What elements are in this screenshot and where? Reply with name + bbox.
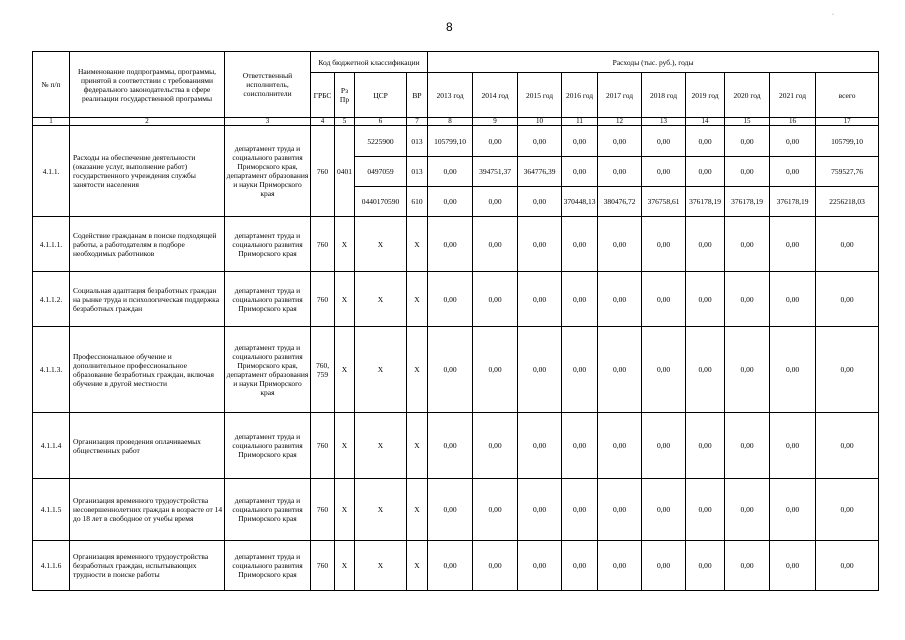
header-year: 2021 год	[770, 73, 816, 118]
row-vr: X	[407, 217, 428, 272]
value-cell-total: 0,00	[816, 413, 879, 479]
value-cell: 0,00	[686, 157, 725, 187]
header-year: 2020 год	[725, 73, 770, 118]
value-cell: 0,00	[562, 157, 598, 187]
header-rzpr: Рз Пр	[335, 73, 355, 118]
column-number: 12	[598, 118, 642, 126]
column-number: 17	[816, 118, 879, 126]
row-number: 4.1.1.1.	[33, 217, 70, 272]
value-cell: 0,00	[473, 187, 518, 217]
header-executor: Ответственный исполнитель, соисполнители	[225, 52, 311, 118]
row-executor: департамент труда и социального развития Приморского края	[225, 217, 311, 272]
value-cell: 0,00	[725, 272, 770, 327]
value-cell-total: 2256218,03	[816, 187, 879, 217]
value-cell: 0,00	[473, 272, 518, 327]
value-cell: 0,00	[725, 126, 770, 157]
value-cell: 0,00	[725, 479, 770, 541]
row-vr: X	[407, 272, 428, 327]
header-grbs: ГРБС	[311, 73, 335, 118]
row-csr: X	[355, 541, 407, 591]
value-cell: 0,00	[562, 479, 598, 541]
header-year: 2017 год	[598, 73, 642, 118]
row-csr: X	[355, 413, 407, 479]
row-number: 4.1.1.2.	[33, 272, 70, 327]
column-number: 15	[725, 118, 770, 126]
value-cell: 364776,39	[518, 157, 562, 187]
header-num: № п/п	[33, 52, 70, 118]
row-grbs: 760, 759	[311, 327, 335, 413]
value-cell: 0,00	[770, 413, 816, 479]
value-cell: 0,00	[686, 126, 725, 157]
value-cell: 0,00	[770, 541, 816, 591]
header-year: 2014 год	[473, 73, 518, 118]
row-vr: X	[407, 541, 428, 591]
value-cell: 0,00	[686, 413, 725, 479]
value-cell: 0,00	[562, 126, 598, 157]
value-cell: 0,00	[428, 479, 473, 541]
value-cell: 0,00	[473, 327, 518, 413]
row-rzpr: 0401	[335, 126, 355, 217]
row-rzpr: X	[335, 541, 355, 591]
value-cell: 0,00	[598, 327, 642, 413]
value-cell: 0,00	[725, 413, 770, 479]
value-cell: 0,00	[770, 157, 816, 187]
value-cell: 0,00	[642, 217, 686, 272]
value-cell: 0,00	[473, 217, 518, 272]
row-number: 4.1.1.5	[33, 479, 70, 541]
row-grbs: 760	[311, 272, 335, 327]
value-cell: 0,00	[598, 157, 642, 187]
column-number: 2	[70, 118, 225, 126]
column-number: 7	[407, 118, 428, 126]
value-cell: 0,00	[428, 217, 473, 272]
header-name: Наименование подпрограммы, программы, принятой в соответствии с требованиями федерального законодательства в сфере реализации государственной программы	[70, 52, 225, 118]
column-number: 8	[428, 118, 473, 126]
header-budget-code: Код бюджетной классификации	[311, 52, 428, 73]
row-vr: X	[407, 413, 428, 479]
column-number: 1	[33, 118, 70, 126]
value-cell: 0,00	[518, 272, 562, 327]
row-executor: департамент труда и социального развития Приморского края	[225, 479, 311, 541]
row-name: Профессиональное обучение и дополнительное профессиональное образование безработных граждан, включая обучение в другой местности	[70, 327, 225, 413]
value-cell: 0,00	[562, 541, 598, 591]
row-grbs: 760	[311, 413, 335, 479]
value-cell: 0,00	[770, 479, 816, 541]
row-executor: департамент труда и социального развития Приморского края	[225, 541, 311, 591]
value-cell: 380476,72	[598, 187, 642, 217]
header-year: 2016 год	[562, 73, 598, 118]
row-number: 4.1.1.	[33, 126, 70, 217]
value-cell: 0,00	[642, 413, 686, 479]
table-row	[33, 217, 879, 272]
value-cell: 0,00	[562, 272, 598, 327]
row-grbs: 760	[311, 479, 335, 541]
row-csr: X	[355, 272, 407, 327]
row-name: Расходы на обеспечение деятельности (оказание услуг, выполнение работ) государственного учреждения службы занятости населения	[70, 126, 225, 217]
value-cell: 0,00	[428, 413, 473, 479]
row-name: Содействие гражданам в поиске подходящей работы, а работодателям в подборе необходимых работников	[70, 217, 225, 272]
value-cell: 0,00	[473, 126, 518, 157]
value-cell: 0,00	[725, 217, 770, 272]
column-number: 11	[562, 118, 598, 126]
value-cell: 0,00	[562, 413, 598, 479]
value-cell: 0,00	[518, 327, 562, 413]
value-cell: 0,00	[428, 272, 473, 327]
row-csr: X	[355, 327, 407, 413]
row-vr: 013	[407, 157, 428, 187]
value-cell: 0,00	[598, 272, 642, 327]
value-cell: 376178,19	[725, 187, 770, 217]
value-cell-total: 0,00	[816, 217, 879, 272]
value-cell: 376178,19	[686, 187, 725, 217]
row-number: 4.1.1.4	[33, 413, 70, 479]
value-cell: 0,00	[518, 217, 562, 272]
value-cell: 0,00	[428, 541, 473, 591]
value-cell: 0,00	[598, 126, 642, 157]
value-cell: 0,00	[642, 272, 686, 327]
value-cell: 370448,13	[562, 187, 598, 217]
header-csr: ЦСР	[355, 73, 407, 118]
header-vr: ВР	[407, 73, 428, 118]
column-number: 13	[642, 118, 686, 126]
value-cell: 0,00	[770, 217, 816, 272]
row-number: 4.1.1.3.	[33, 327, 70, 413]
value-cell: 0,00	[725, 327, 770, 413]
table-row	[33, 413, 879, 479]
column-number: 5	[335, 118, 355, 126]
row-grbs: 760	[311, 217, 335, 272]
column-number: 10	[518, 118, 562, 126]
value-cell: 0,00	[770, 327, 816, 413]
row-rzpr: X	[335, 272, 355, 327]
row-rzpr: X	[335, 217, 355, 272]
column-number: 3	[225, 118, 311, 126]
row-grbs: 760	[311, 541, 335, 591]
value-cell: 0,00	[642, 479, 686, 541]
value-cell: 0,00	[562, 217, 598, 272]
row-executor: департамент труда и социального развития Приморского края, департамент образования и науки Приморского края	[225, 126, 311, 217]
row-name: Организация временного трудоустройства безработных граждан, испытывающих трудности в поиске работы	[70, 541, 225, 591]
table-row	[33, 272, 879, 327]
row-number: 4.1.1.6	[33, 541, 70, 591]
value-cell: 0,00	[518, 413, 562, 479]
value-cell-total: 0,00	[816, 479, 879, 541]
row-executor: департамент труда и социального развития Приморского края, департамент образования и науки Приморского края	[225, 327, 311, 413]
value-cell: 0,00	[473, 479, 518, 541]
value-cell: 376758,61	[642, 187, 686, 217]
row-vr: 013	[407, 126, 428, 157]
column-number: 6	[355, 118, 407, 126]
value-cell: 0,00	[518, 541, 562, 591]
scan-dot: ·	[832, 12, 834, 18]
value-cell: 0,00	[642, 541, 686, 591]
value-cell: 0,00	[686, 272, 725, 327]
row-csr: 0440170590	[355, 187, 407, 217]
value-cell: 0,00	[642, 327, 686, 413]
row-rzpr: X	[335, 327, 355, 413]
value-cell: 0,00	[770, 272, 816, 327]
value-cell: 0,00	[642, 157, 686, 187]
row-csr: 5225900	[355, 126, 407, 157]
table-row	[33, 126, 879, 157]
value-cell-total: 0,00	[816, 327, 879, 413]
row-rzpr: X	[335, 479, 355, 541]
row-name: Организация проведения оплачиваемых общественных работ	[70, 413, 225, 479]
value-cell: 0,00	[686, 541, 725, 591]
table-row	[33, 327, 879, 413]
expenses-table	[32, 51, 879, 591]
value-cell: 0,00	[598, 217, 642, 272]
value-cell: 0,00	[428, 327, 473, 413]
column-number: 4	[311, 118, 335, 126]
value-cell: 0,00	[725, 541, 770, 591]
table-row	[33, 541, 879, 591]
value-cell: 0,00	[686, 327, 725, 413]
value-cell: 0,00	[686, 217, 725, 272]
value-cell: 0,00	[725, 157, 770, 187]
header-year: 2019 год	[686, 73, 725, 118]
value-cell: 0,00	[686, 479, 725, 541]
row-vr: X	[407, 327, 428, 413]
value-cell: 105799,10	[428, 126, 473, 157]
value-cell: 376178,19	[770, 187, 816, 217]
row-grbs: 760	[311, 126, 335, 217]
column-number: 16	[770, 118, 816, 126]
row-name: Социальная адаптация безработных граждан на рынке труда и психологическая поддержка безработных граждан	[70, 272, 225, 327]
value-cell: 0,00	[642, 126, 686, 157]
value-cell: 0,00	[428, 187, 473, 217]
row-executor: департамент труда и социального развития Приморского края	[225, 413, 311, 479]
table-row	[33, 479, 879, 541]
row-csr: X	[355, 479, 407, 541]
value-cell: 0,00	[562, 327, 598, 413]
header-year: 2013 год	[428, 73, 473, 118]
row-rzpr: X	[335, 413, 355, 479]
value-cell: 0,00	[428, 157, 473, 187]
value-cell: 0,00	[518, 126, 562, 157]
value-cell: 0,00	[770, 126, 816, 157]
value-cell: 0,00	[518, 187, 562, 217]
row-vr: 610	[407, 187, 428, 217]
row-vr: X	[407, 479, 428, 541]
page-number: 8	[446, 20, 453, 34]
value-cell-total: 759527,76	[816, 157, 879, 187]
value-cell-total: 105799,10	[816, 126, 879, 157]
row-csr: X	[355, 217, 407, 272]
value-cell: 394751,37	[473, 157, 518, 187]
value-cell-total: 0,00	[816, 541, 879, 591]
row-name: Организация временного трудоустройства несовершеннолетних граждан в возрасте от 14 до 18 лет в свободное от учебы время	[70, 479, 225, 541]
row-csr: 0497059	[355, 157, 407, 187]
value-cell-total: 0,00	[816, 272, 879, 327]
header-year: 2015 год	[518, 73, 562, 118]
column-number: 14	[686, 118, 725, 126]
value-cell: 0,00	[518, 479, 562, 541]
row-executor: департамент труда и социального развития Приморского края	[225, 272, 311, 327]
value-cell: 0,00	[598, 413, 642, 479]
value-cell: 0,00	[598, 479, 642, 541]
value-cell: 0,00	[473, 541, 518, 591]
column-number: 9	[473, 118, 518, 126]
value-cell: 0,00	[473, 413, 518, 479]
header-expenses: Расходы (тыс. руб.), годы	[428, 52, 879, 73]
value-cell: 0,00	[598, 541, 642, 591]
header-total: всего	[816, 73, 879, 118]
header-year: 2018 год	[642, 73, 686, 118]
